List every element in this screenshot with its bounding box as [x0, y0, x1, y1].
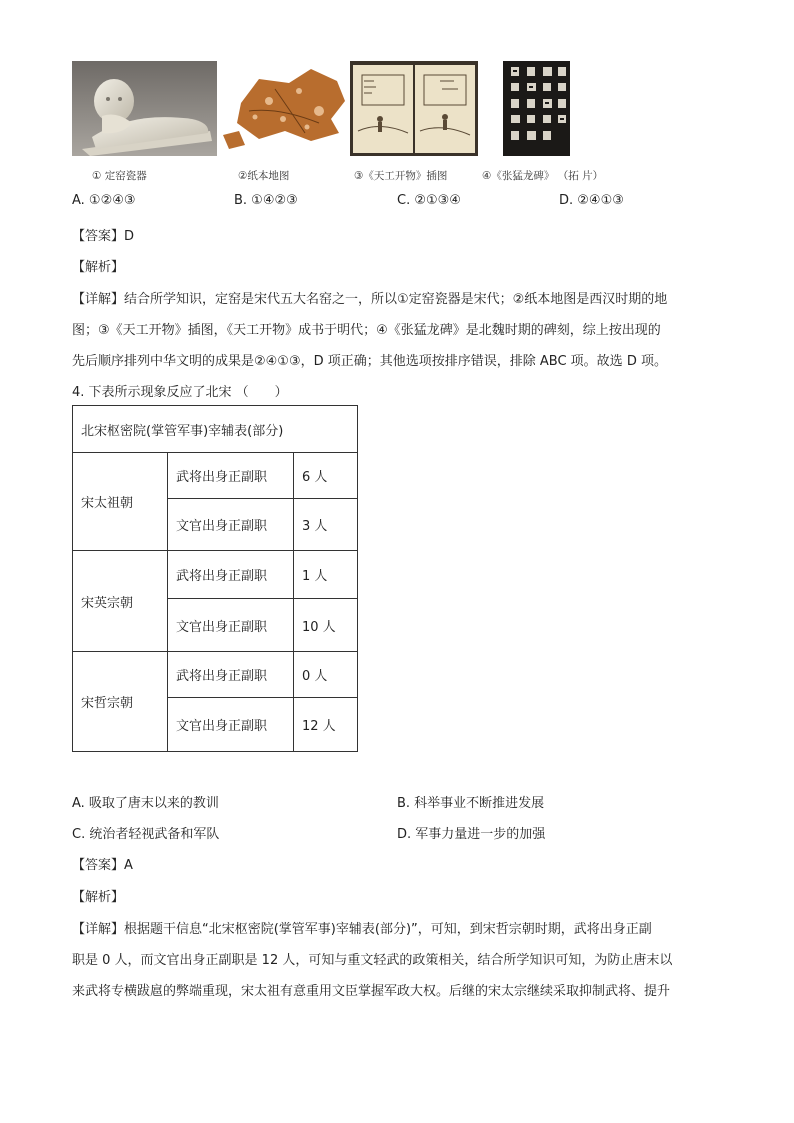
q3-option-d: D. ②④①③: [559, 193, 624, 208]
q3-answer: 【答案】D: [72, 229, 135, 244]
table-reign-zhezong: 宋哲宗朝: [73, 652, 168, 752]
q3-option-c: C. ②①③④: [397, 193, 461, 208]
map-image: [219, 61, 349, 156]
q4-option-a: A. 吸取了唐末以来的教训: [72, 796, 219, 811]
table-reign-taizu: 宋太祖朝: [73, 453, 168, 551]
book-illustration-image: [350, 61, 478, 156]
stele-rubbing-image: [503, 61, 570, 156]
q3-analysis-heading: 【解析】: [72, 260, 125, 275]
table-row-count: 1 人: [294, 551, 358, 599]
q4-option-c: C. 统治者轻视武备和军队: [72, 827, 220, 842]
table-row-count: 0 人: [294, 652, 358, 698]
q4-analysis-heading: 【解析】: [72, 890, 125, 905]
porcelain-image: [72, 61, 217, 156]
q4-stem: 4. 下表所示现象反应了北宋 （ ）: [72, 385, 288, 400]
table-row-label: 文官出身正副职: [168, 599, 294, 652]
q4-option-b: B. 科举事业不断推进发展: [397, 796, 545, 811]
table-row-label: 文官出身正副职: [168, 499, 294, 551]
privy-council-table: [72, 405, 358, 752]
table-row-count: 3 人: [294, 499, 358, 551]
table-reign-yingzong: 宋英宗朝: [73, 551, 168, 652]
q3-option-a: A. ①②④③: [72, 193, 136, 208]
table-title: 北宋枢密院(掌管军事)宰辅表(部分): [73, 406, 358, 453]
q4-option-d: D. 军事力量进一步的加强: [397, 827, 546, 842]
caption-stele: ④《张猛龙碑》 （拓 片）: [482, 170, 604, 182]
table-row-count: 12 人: [294, 698, 358, 752]
q3-detail-line-1: 【详解】结合所学知识，定窑是宋代五大名窑之一，所以①定窑瓷器是宋代；②纸本地图是西汉时期的地: [72, 292, 668, 307]
table-row-label: 文官出身正副职: [168, 698, 294, 752]
caption-book: ③《天工开物》插图: [354, 170, 448, 182]
caption-map: ②纸本地图: [238, 170, 290, 182]
q4-detail-line-2: 职是 0 人，而文官出身正副职是 12 人，可知与重文轻武的政策相关，结合所学知识可知，为防止唐末以: [72, 953, 673, 968]
table-row-label: 武将出身正副职: [168, 551, 294, 599]
q3-detail-line-2: 图；③《天工开物》插图，《天工开物》成书于明代；④《张猛龙碑》是北魏时期的碑刻，综上按出现的: [72, 323, 661, 338]
caption-porcelain: ① 定窑瓷器: [92, 170, 147, 182]
table-row-count: 6 人: [294, 453, 358, 499]
table-row-count: 10 人: [294, 599, 358, 652]
q4-detail-line-1: 【详解】根据题干信息“北宋枢密院(掌管军事)宰辅表(部分)”，可知，到宋哲宗朝时期，武将出身正副: [72, 922, 652, 937]
table-row-label: 武将出身正副职: [168, 453, 294, 499]
q4-answer: 【答案】A: [72, 858, 133, 873]
q4-detail-line-3: 来武将专横跋扈的弊端重现，宋太祖有意重用文臣掌握军政大权。后继的宋太宗继续采取抑制武将、提升: [72, 984, 671, 999]
table-row-label: 武将出身正副职: [168, 652, 294, 698]
q3-detail-line-3: 先后顺序排列中华文明的成果是②④①③，D 项正确；其他选项按排序错误，排除 ABC 项。故选 D 项。: [72, 354, 667, 369]
q3-option-b: B. ①④②③: [234, 193, 298, 208]
